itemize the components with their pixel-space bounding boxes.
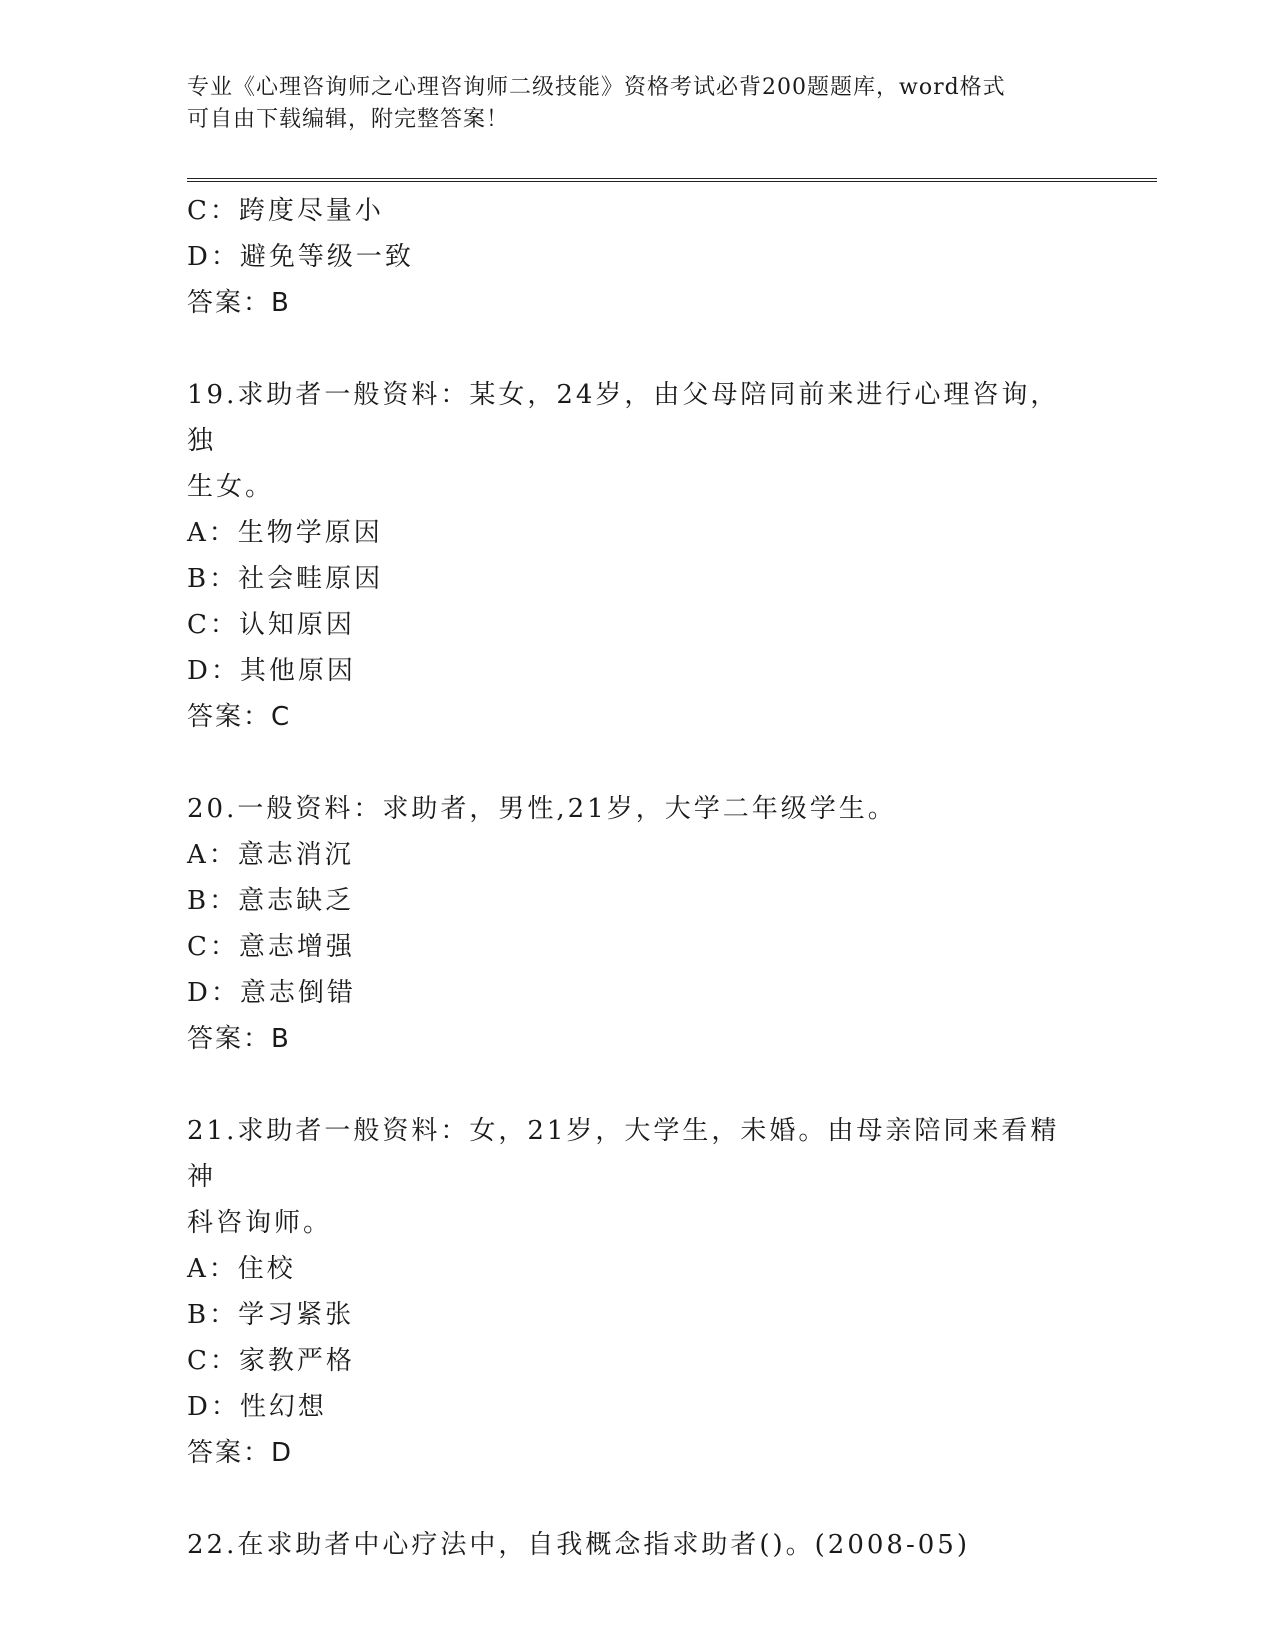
- option-d: D：意志倒错: [187, 978, 356, 1008]
- option-c: C：跨度尽量小: [187, 196, 384, 226]
- spacer: [187, 1062, 1087, 1108]
- question-stem-continued: 科咨询师。: [187, 1208, 333, 1238]
- document-header: [187, 72, 1087, 136]
- header-line-1: 专业《心理咨询师之心理咨询师二级技能》资格考试必背200题题库，word格式: [187, 75, 1006, 100]
- answer-line: 答案：B: [187, 1024, 291, 1054]
- question-stem: 22.在求助者中心疗法中，自我概念指求助者()。(2008-05): [187, 1530, 970, 1560]
- option-c: C：家教严格: [187, 1346, 355, 1376]
- option-b: B：学习紧张: [187, 1300, 355, 1330]
- option-b: B：意志缺乏: [187, 886, 355, 916]
- option-d: D：避免等级一致: [187, 242, 414, 272]
- option-d: D：性幻想: [187, 1392, 327, 1422]
- question-18-tail: [187, 188, 1087, 326]
- answer-line: 答案：D: [187, 1438, 294, 1468]
- spacer: [187, 326, 1087, 372]
- header-line-2: 可自由下载编辑，附完整答案！: [187, 107, 510, 132]
- header-double-rule: [187, 178, 1157, 182]
- question-20: [187, 786, 1087, 1062]
- question-22: [187, 1522, 1087, 1568]
- option-a: A：住校: [187, 1254, 296, 1284]
- question-content: [187, 188, 1087, 1568]
- question-stem: 20.一般资料：求助者，男性,21岁，大学二年级学生。: [187, 794, 897, 824]
- option-a: A：意志消沉: [187, 840, 354, 870]
- option-c: C：认知原因: [187, 610, 355, 640]
- option-c: C：意志增强: [187, 932, 355, 962]
- question-stem: 19.求助者一般资料：某女，24岁，由父母陪同前来进行心理咨询，独: [187, 380, 1060, 456]
- spacer: [187, 740, 1087, 786]
- question-stem: 21.求助者一般资料：女，21岁，大学生，未婚。由母亲陪同来看精神: [187, 1116, 1060, 1192]
- option-a: A：生物学原因: [187, 518, 383, 548]
- answer-line: 答案：C: [187, 702, 292, 732]
- answer-line: 答案：B: [187, 288, 291, 318]
- spacer: [187, 1476, 1087, 1522]
- question-19: [187, 372, 1087, 740]
- question-stem-continued: 生女。: [187, 472, 275, 502]
- question-21: [187, 1108, 1087, 1476]
- option-b: B：社会畦原因: [187, 564, 384, 594]
- option-d: D：其他原因: [187, 656, 356, 686]
